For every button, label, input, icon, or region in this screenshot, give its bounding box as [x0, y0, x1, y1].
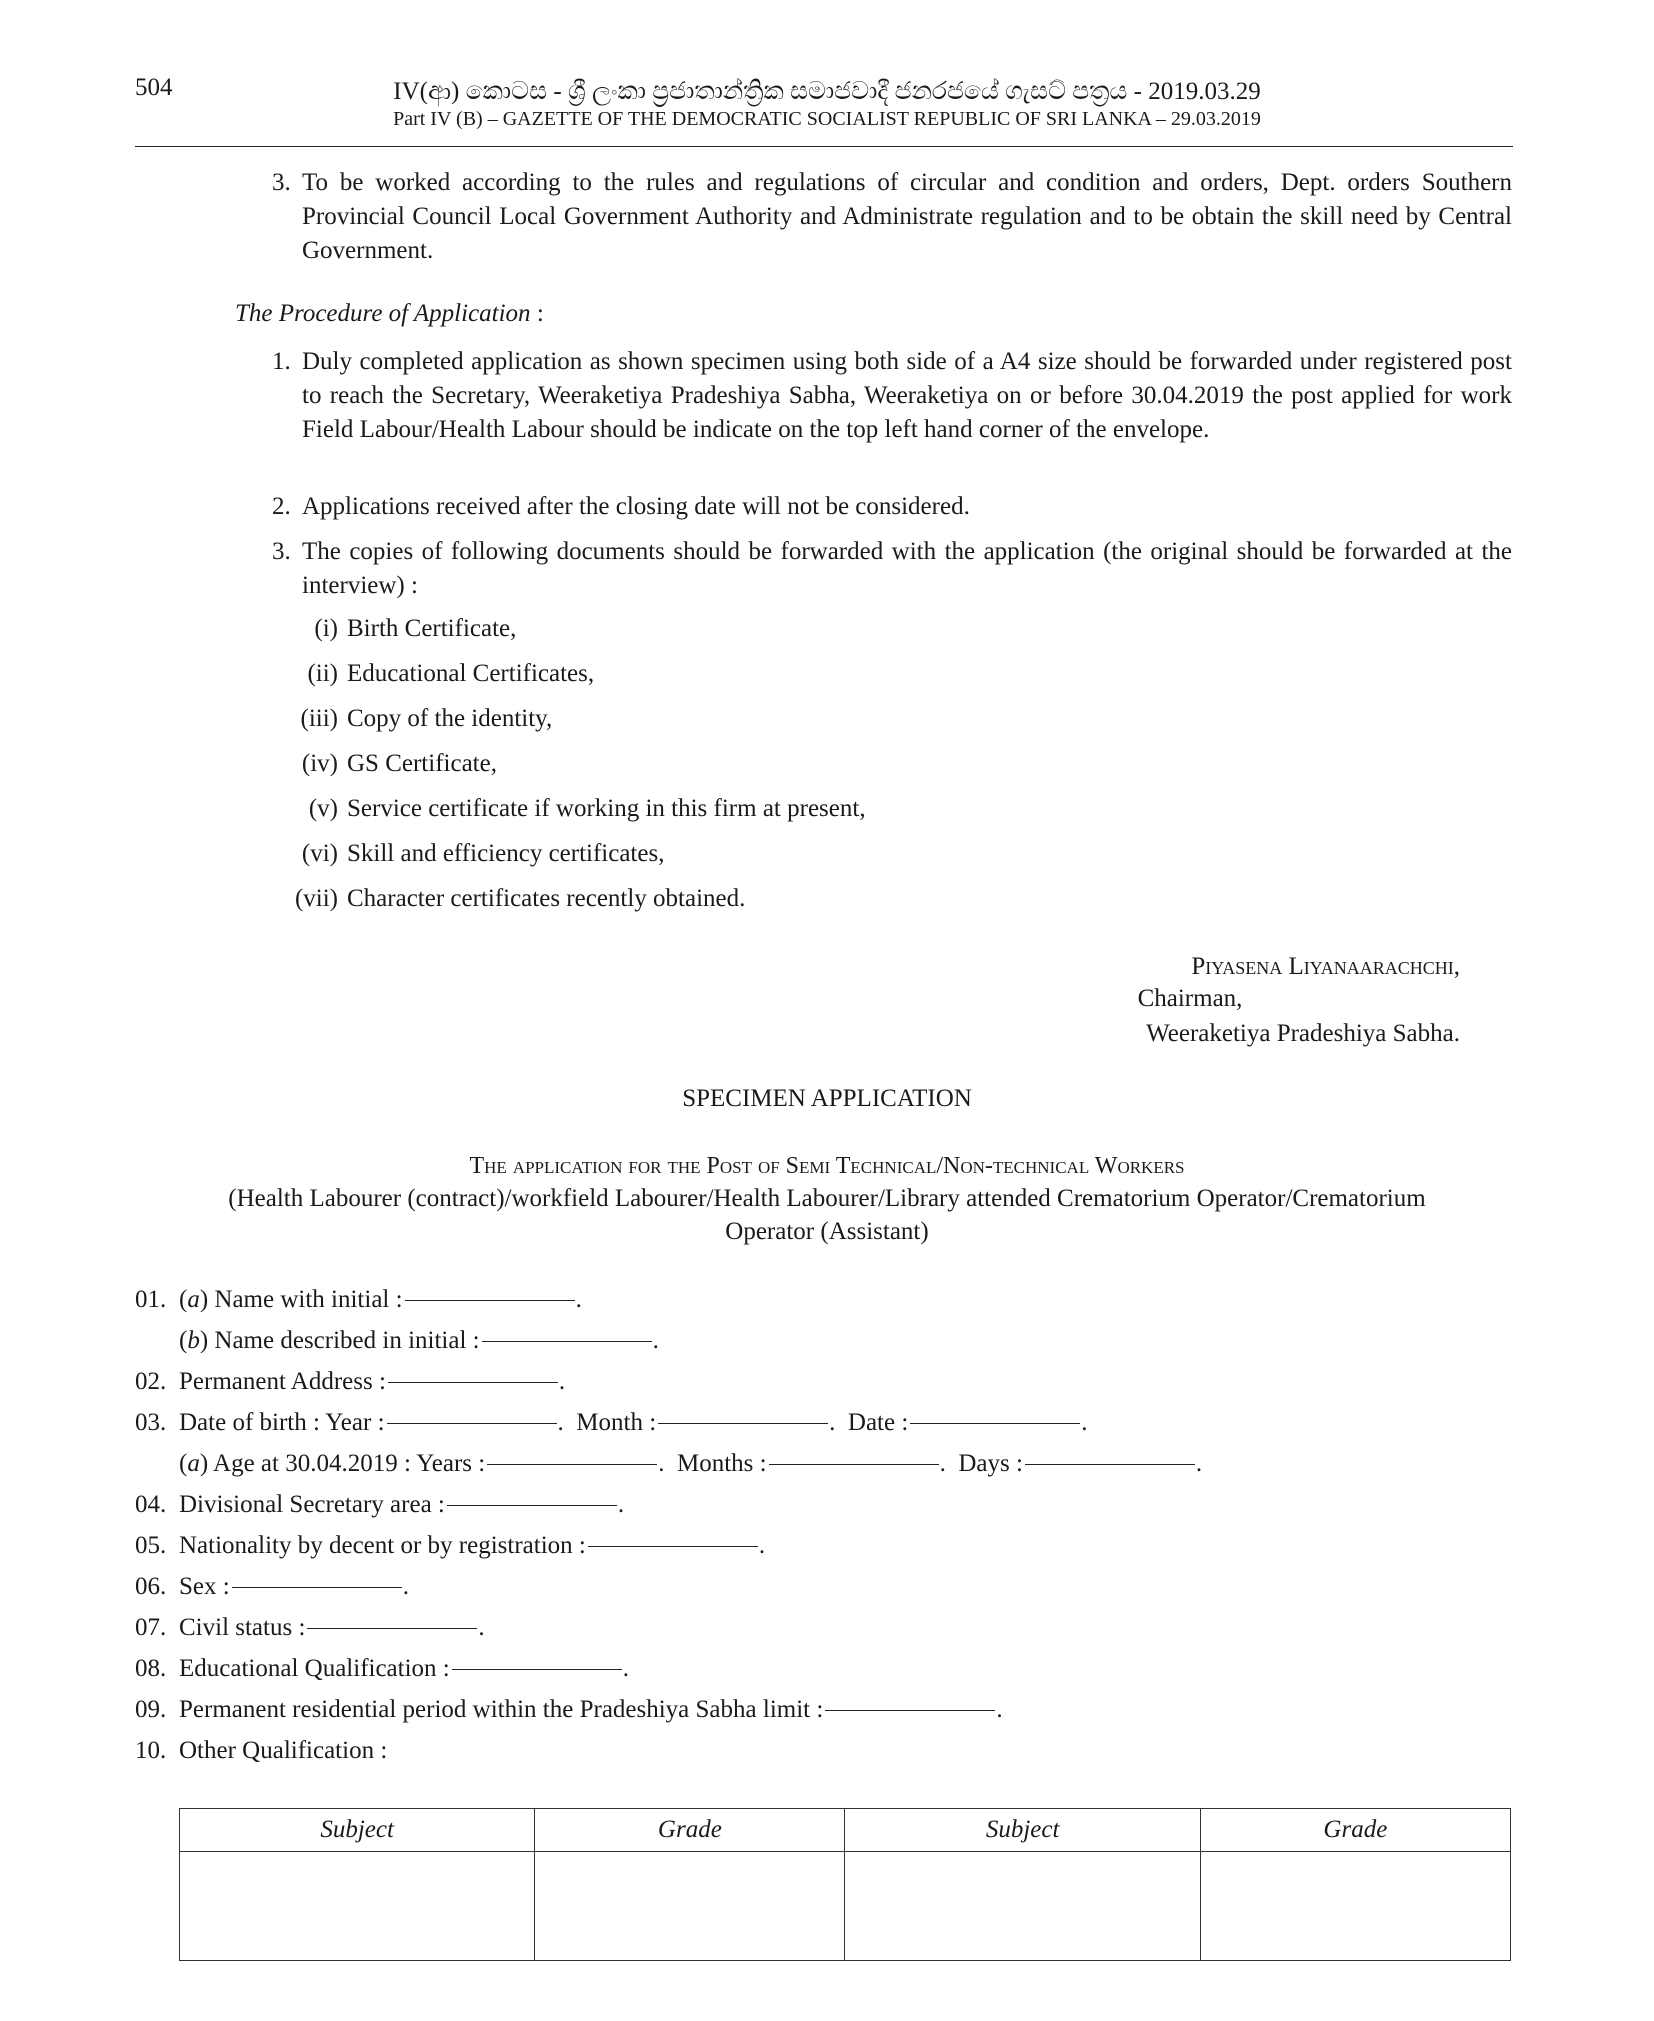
table-cell	[535, 1852, 845, 1961]
form-q02	[135, 1368, 565, 1396]
specimen-heading: SPECIMEN APPLICATION	[682, 1085, 972, 1112]
column-header-grade: Grade	[1200, 1809, 1510, 1852]
fill-in-blank	[487, 1464, 657, 1465]
form-label: Other Qualification :	[179, 1737, 388, 1764]
procedure-item-number: 2.	[272, 493, 291, 520]
form-label: Permanent Address :	[179, 1368, 386, 1395]
document-list	[0, 615, 1654, 915]
procedure-item-number: 1.	[272, 348, 291, 375]
document-item: Educational Certificates,	[347, 660, 595, 687]
form-number: 08.	[135, 1655, 167, 1682]
form-number: 06.	[135, 1573, 167, 1600]
form-end: .	[617, 1491, 625, 1518]
form-label: Divisional Secretary area :	[179, 1491, 445, 1518]
form-label: Date of birth : Year :	[179, 1409, 385, 1436]
form-end: .	[1081, 1409, 1088, 1436]
fill-in-blank	[1025, 1464, 1195, 1465]
form-end: .	[658, 1450, 665, 1477]
form-end: .	[996, 1696, 1003, 1723]
fill-in-blank	[447, 1505, 617, 1506]
form-label: Date :	[847, 1409, 909, 1436]
form-letter: a	[187, 1286, 200, 1313]
form-number: 05.	[135, 1532, 167, 1559]
form-label: Days :	[958, 1450, 1023, 1477]
specimen-subtitle-line1: (Health Labourer (contract)/workfield Labourer/Health Labourer/Library attended Crematorium Operator/Crematorium	[228, 1185, 1426, 1212]
form-paren: (	[179, 1286, 188, 1313]
form-end: .	[478, 1614, 485, 1641]
form-end: .	[402, 1573, 409, 1600]
form-q07	[135, 1614, 485, 1642]
form-letter: b	[187, 1327, 200, 1354]
table-cell	[1200, 1852, 1510, 1961]
form-end: .	[829, 1409, 836, 1436]
fill-in-blank	[388, 1382, 558, 1383]
fill-in-blank	[825, 1710, 995, 1711]
procedure-item-text: Duly completed application as shown specimen using both side of a A4 size should be forwarded under registered post to reach the Secretary, Weeraketiya Pradeshiya Sabha, Weeraketiya on or before 30.04.2019 the post applied for work Field Labour/Health Labour should be indicate on the top left hand corner of the envelope.	[302, 348, 1512, 443]
gazette-header-sinhala: IV(ආ) කොටස - ශ්‍රී ලංකා ප්‍රජාතාන්ත්‍රික සමාජවාදී ජනරජයේ ගැසට් පත්‍රය - 2019.03.29	[393, 78, 1261, 105]
fill-in-blank	[307, 1628, 477, 1629]
form-label: ) Age at 30.04.2019 : Years :	[199, 1450, 486, 1477]
document-numeral: (vii)	[294, 885, 338, 912]
form-q05	[135, 1532, 765, 1560]
document-numeral: (iv)	[301, 750, 338, 777]
fill-in-blank	[658, 1423, 828, 1424]
procedure-item-number: 3.	[272, 538, 291, 565]
document-item: Skill and efficiency certificates,	[347, 840, 665, 867]
duties-item-number: 3.	[272, 169, 291, 196]
procedure-item-text: The copies of following documents should be forwarded with the application (the original should be forwarded at the interview) :	[302, 538, 1512, 599]
form-end: .	[652, 1327, 659, 1354]
gazette-header-english: Part IV (B) – GAZETTE OF THE DEMOCRATIC SOCIALIST REPUBLIC OF SRI LANKA – 29.03.2019	[393, 108, 1261, 130]
table-cell	[845, 1852, 1200, 1961]
form-end: .	[622, 1655, 629, 1682]
form-q01a	[135, 1286, 582, 1314]
form-label: Sex :	[179, 1573, 230, 1600]
form-number: 01.	[135, 1286, 167, 1313]
form-number: 10.	[135, 1737, 167, 1764]
specimen-title: The application for the Post of Semi Technical/Non-technical Workers	[469, 1153, 1185, 1179]
document-item: Character certificates recently obtained.	[347, 885, 746, 912]
form-end: .	[557, 1409, 564, 1436]
table-header-row	[180, 1809, 1511, 1852]
form-end: .	[1195, 1450, 1203, 1477]
form-q01b	[179, 1327, 659, 1355]
fill-in-blank	[232, 1587, 402, 1588]
form-q06	[135, 1573, 409, 1601]
form-end: .	[939, 1450, 946, 1477]
column-header-subject: Subject	[180, 1809, 535, 1852]
form-label: Nationality by decent or by registration :	[179, 1532, 586, 1559]
document-numeral: (vi)	[301, 840, 338, 867]
document-numeral: (i)	[314, 615, 338, 642]
form-label: Permanent residential period within the Pradeshiya Sabha limit :	[179, 1696, 824, 1723]
table-row	[180, 1852, 1511, 1961]
signatory-title: Chairman,	[1137, 985, 1243, 1012]
form-number: 02.	[135, 1368, 167, 1395]
document-numeral: (iii)	[300, 705, 338, 732]
form-q09	[135, 1696, 1003, 1724]
document-item: Copy of the identity,	[347, 705, 553, 732]
form-label: Month :	[576, 1409, 657, 1436]
form-number: 09.	[135, 1696, 167, 1723]
form-paren: (	[179, 1327, 188, 1354]
signatory-name: Piyasena Liyanaarachchi,	[1191, 953, 1460, 980]
fill-in-blank	[387, 1423, 557, 1424]
form-label: Months :	[676, 1450, 767, 1477]
form-number: 07.	[135, 1614, 167, 1641]
form-label: Educational Qualification :	[179, 1655, 450, 1682]
qualification-table	[179, 1808, 1511, 1961]
document-numeral: (ii)	[307, 660, 338, 687]
fill-in-blank	[910, 1423, 1080, 1424]
form-q08	[135, 1655, 629, 1683]
column-header-grade: Grade	[535, 1809, 845, 1852]
form-label: ) Name described in initial :	[199, 1327, 480, 1354]
form-label: Civil status :	[179, 1614, 306, 1641]
form-number: 03.	[135, 1409, 167, 1436]
specimen-subtitle-line2: Operator (Assistant)	[725, 1218, 929, 1245]
procedure-heading-text: The Procedure of Application	[235, 300, 531, 327]
form-q04	[135, 1491, 624, 1519]
form-label: ) Name with initial :	[199, 1286, 403, 1313]
form-end: .	[575, 1286, 582, 1313]
document-numeral: (v)	[308, 795, 338, 822]
form-number: 04.	[135, 1491, 167, 1518]
form-letter: a	[187, 1450, 200, 1477]
page-number: 504	[135, 74, 173, 101]
form-end: .	[558, 1368, 566, 1395]
table-cell	[180, 1852, 535, 1961]
form-end: .	[758, 1532, 766, 1559]
document-item: GS Certificate,	[347, 750, 497, 777]
form-paren: (	[179, 1450, 188, 1477]
form-q03	[135, 1409, 1088, 1437]
procedure-heading	[235, 300, 544, 328]
fill-in-blank	[452, 1669, 622, 1670]
signatory-office: Weeraketiya Pradeshiya Sabha.	[1146, 1020, 1460, 1047]
form-q10	[135, 1737, 387, 1765]
duties-item-text: To be worked according to the rules and regulations of circular and condition and orders, Dept. orders Southern Provincial Council Local Government Authority and Administrate regulation and to be obtain the skill need by Central Government.	[302, 169, 1512, 264]
document-item: Service certificate if working in this firm at present,	[347, 795, 866, 822]
fill-in-blank	[769, 1464, 939, 1465]
fill-in-blank	[405, 1300, 575, 1301]
fill-in-blank	[588, 1546, 758, 1547]
document-item: Birth Certificate,	[347, 615, 517, 642]
form-q03a	[179, 1450, 1202, 1478]
header-divider	[135, 146, 1513, 147]
procedure-item-text: Applications received after the closing date will not be considered.	[302, 493, 970, 520]
procedure-heading-colon: :	[530, 300, 544, 327]
column-header-subject: Subject	[845, 1809, 1200, 1852]
fill-in-blank	[482, 1341, 652, 1342]
